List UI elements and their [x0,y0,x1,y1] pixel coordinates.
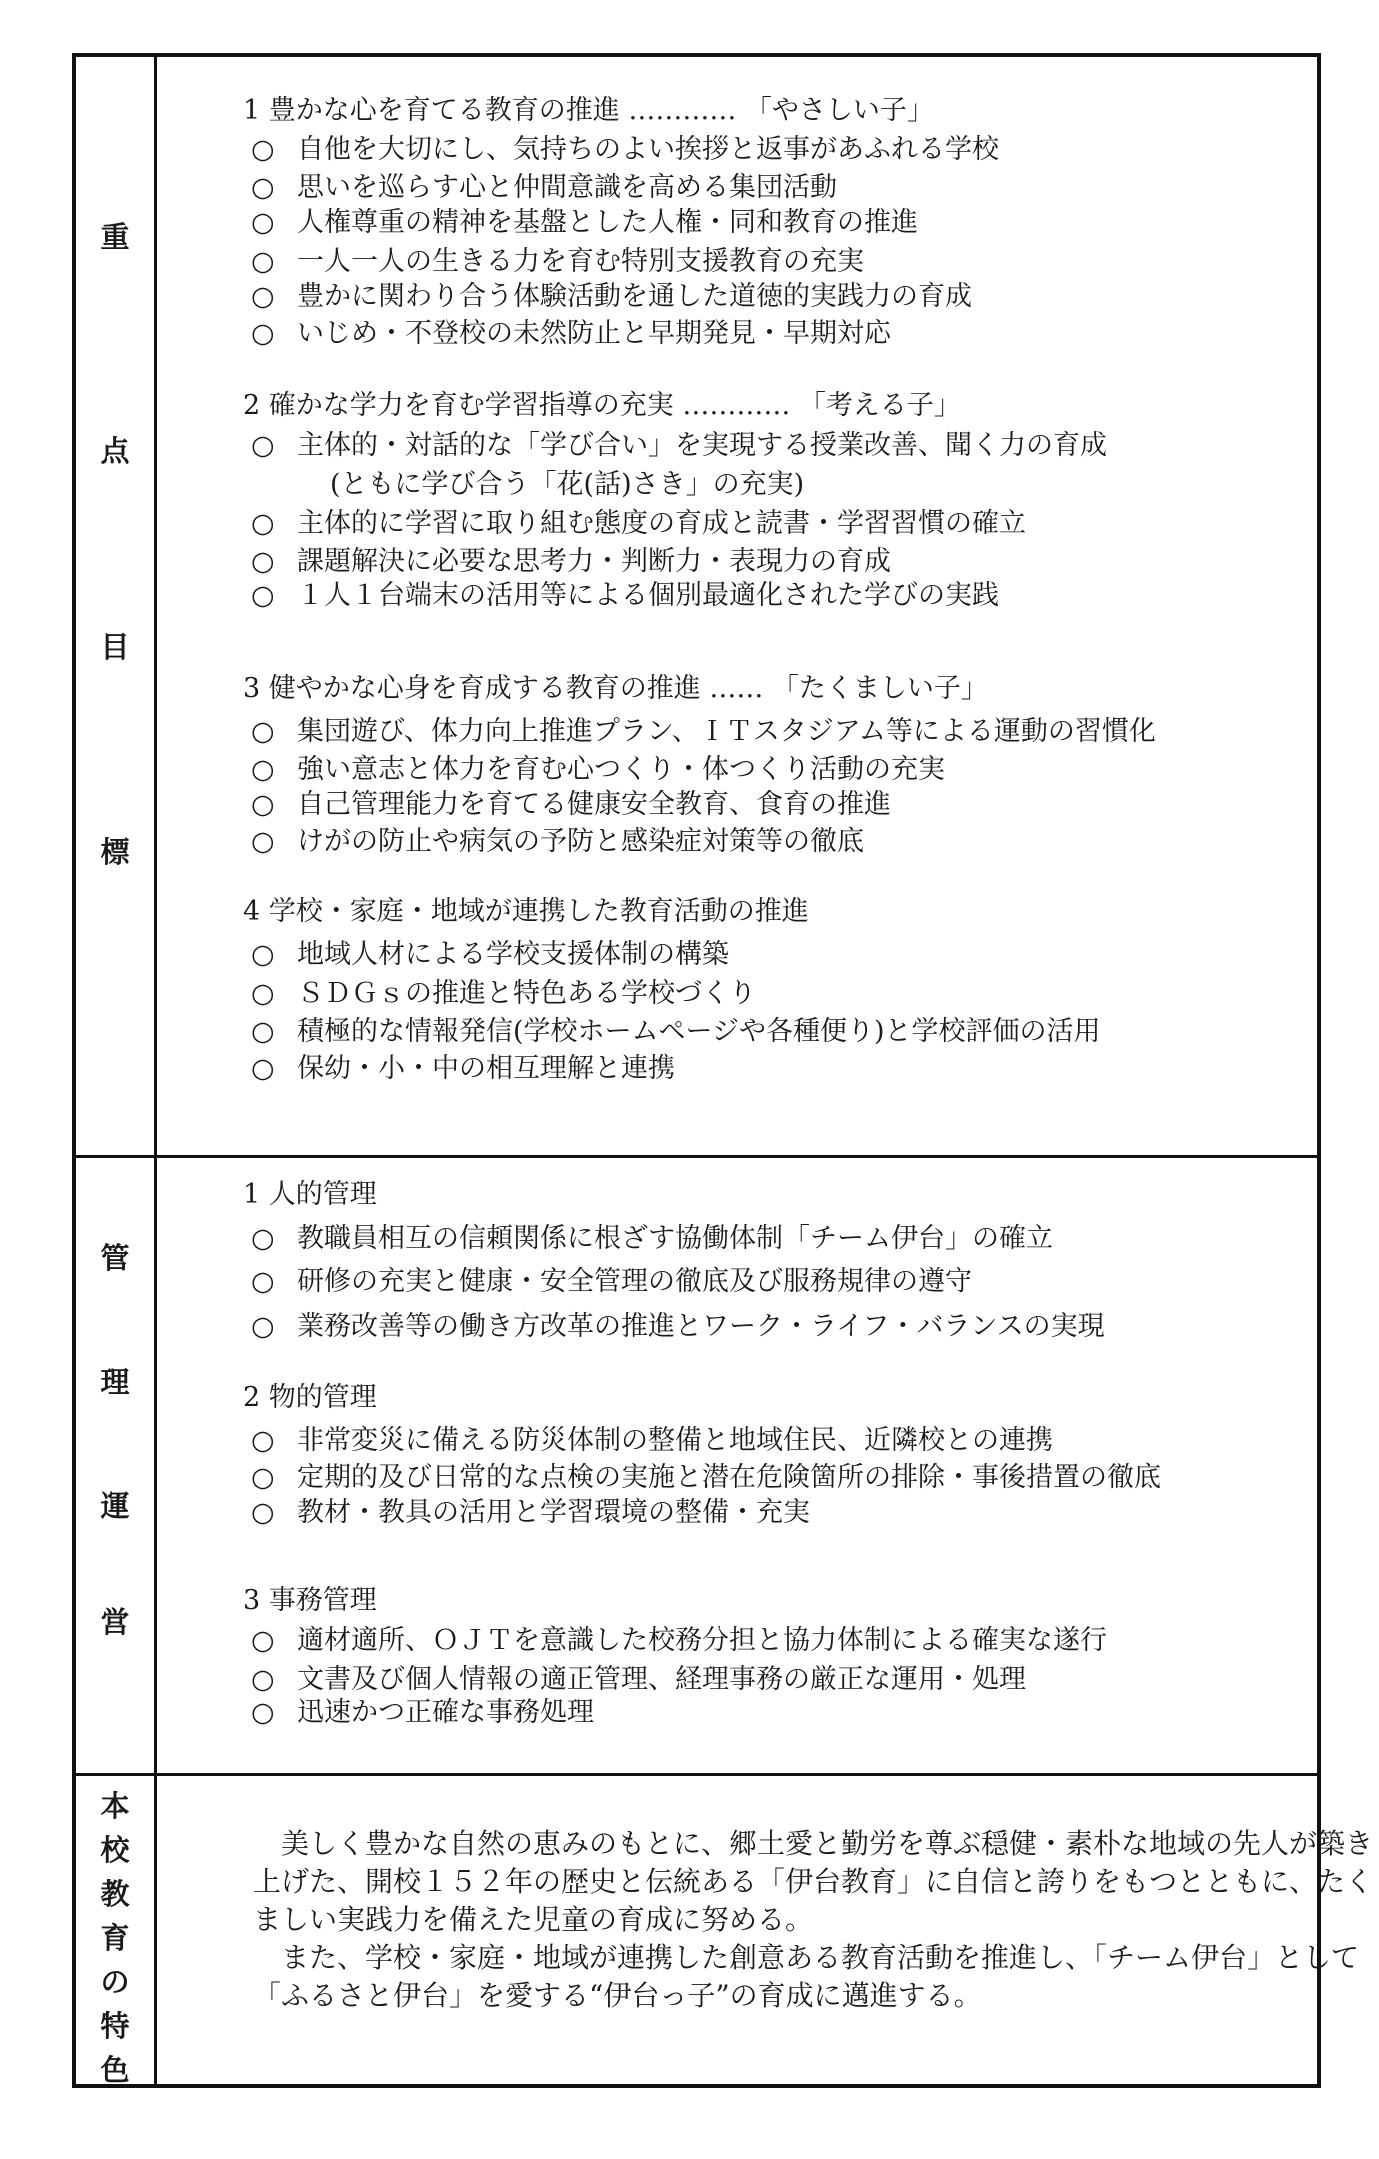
circle-bullet-icon: ○ [251,978,275,1009]
management-item [251,1496,810,1530]
goal-item [251,545,891,579]
goal-item-text: 人権尊重の精神を基盤とした人権・同和教育の推進 [297,207,918,238]
goal-item-text: 積極的な情報発信(学校ホームページや各種便り)と学校評価の活用 [297,1016,1101,1047]
management-group-heading: 3 事務管理 [243,1585,377,1616]
management-item [251,1265,972,1299]
circle-bullet-icon: ○ [251,716,275,747]
goal-item [251,938,729,972]
goals-label-char: 重 [100,220,130,254]
goal-item-text: 課題解決に必要な思考力・判断力・表現力の育成 [297,546,891,577]
goal-item [251,715,1156,749]
management-item-text: 適材適所、ＯＪＴを意識した校務分担と協力体制による確実な遂行 [297,1625,1107,1656]
management-group-heading: 1 人的管理 [243,1179,377,1210]
circle-bullet-icon: ○ [251,246,275,277]
circle-bullet-icon: ○ [251,1625,275,1656]
goal-item [251,825,864,859]
management-item-text: 教職員相互の信頼関係に根ざす協働体制「チーム伊台」の確立 [297,1223,1053,1254]
circle-bullet-icon: ○ [251,1016,275,1047]
goal-item-text: 一人一人の生きる力を育む特別支援教育の充実 [297,246,864,277]
management-label-char: 運 [100,1489,130,1523]
circle-bullet-icon: ○ [251,281,275,312]
goal-item-text: けがの防止や病気の予防と感染症対策等の徹底 [297,826,864,857]
management-item [251,1461,1161,1495]
goal-item [251,579,999,613]
features-label-char: の [100,1965,130,1999]
circle-bullet-icon: ○ [251,508,275,539]
goal-item-text: 集団遊び、体力向上推進プラン、ＩＴスタジアム等による運動の習慣化 [297,716,1156,747]
goals-label-char: 目 [100,630,130,664]
goal-item [251,245,864,279]
features-label-char: 特 [100,2009,130,2043]
management-item-text: 教材・教具の活用と学習環境の整備・充実 [297,1497,810,1528]
management-item-text: 文書及び個人情報の適正管理、経理事務の厳正な運用・処理 [297,1664,1026,1695]
goal-item [251,171,837,205]
goal-item-text: 豊かに関わり合う体験活動を通した道徳的実践力の育成 [297,281,972,312]
features-content-cell [157,1776,1374,2084]
circle-bullet-icon: ○ [251,939,275,970]
goal-group-heading: 1 豊かな心を育てる教育の推進 ………… 「やさしい子」 [243,95,934,126]
management-item [251,1624,1107,1658]
goal-item-continuation: (ともに学び合う「花(話)さき」の充実) [330,469,805,500]
school-plan-table [72,53,1374,2088]
circle-bullet-icon: ○ [251,546,275,577]
management-group-heading: 2 物的管理 [243,1382,377,1413]
goal-item [251,753,945,787]
goal-item-text: 地域人材による学校支援体制の構築 [297,939,729,970]
goal-item-text: １人１台端末の活用等による個別最適化された学びの実践 [297,580,999,611]
circle-bullet-icon: ○ [251,1462,275,1493]
goals-label-char: 標 [100,835,130,869]
goal-item-text: 主体的に学習に取り組む態度の育成と読書・学習習慣の確立 [297,508,1026,539]
management-item-text: 迅速かつ正確な事務処理 [297,1697,594,1728]
management-item [251,1424,1053,1458]
features-paragraph: また、学校・家庭・地域が連携した創意ある教育活動を推進し、「チーム伊台」として「ふるさと伊台」を愛する“伊台っ子”の育成に邁進する。 [253,1941,1360,2012]
circle-bullet-icon: ○ [251,1425,275,1456]
circle-bullet-icon: ○ [251,826,275,857]
goals-content-cell [157,57,1317,1155]
goal-item [251,507,1026,541]
goal-item-text: 自他を大切にし、気持ちのよい挨拶と返事があふれる学校 [297,134,999,165]
circle-bullet-icon: ○ [251,1697,275,1728]
goal-item [251,1015,1101,1049]
goal-item [251,133,999,167]
management-item-text: 定期的及び日常的な点検の実施と潜在危険箇所の排除・事後措置の徹底 [297,1462,1161,1493]
circle-bullet-icon: ○ [251,207,275,238]
goal-item-text: 思いを巡らす心と仲間意識を高める集団活動 [297,172,837,203]
management-item [251,1663,1026,1697]
goal-group-heading: 4 学校・家庭・地域が連携した教育活動の推進 [243,896,809,927]
circle-bullet-icon: ○ [251,318,275,349]
management-content-cell [157,1158,1317,1773]
circle-bullet-icon: ○ [251,430,275,461]
goal-item [251,280,972,314]
features-label-char: 本 [100,1789,130,1823]
features-label-char: 校 [100,1833,130,1867]
features-label-char: 色 [100,2053,130,2087]
management-label-char: 理 [100,1365,130,1399]
features-label-char: 教 [100,1877,130,1911]
features-label [76,1784,154,2092]
management-item [251,1310,1105,1344]
circle-bullet-icon: ○ [251,1266,275,1297]
circle-bullet-icon: ○ [251,1223,275,1254]
goal-item [251,317,891,351]
goal-item-text: 強い意志と体力を育む心つくり・体つくり活動の充実 [297,754,945,785]
circle-bullet-icon: ○ [251,789,275,820]
goal-item-text: 自己管理能力を育てる健康安全教育、食育の推進 [297,789,891,820]
features-row [76,1773,1374,2087]
goal-item [251,1052,675,1086]
management-label-char: 営 [100,1605,130,1639]
management-item-text: 非常変災に備える防災体制の整備と地域住民、近隣校との連携 [297,1425,1053,1456]
circle-bullet-icon: ○ [251,1311,275,1342]
management-label-cell [76,1158,157,1773]
goal-item-text: ＳＤＧｓの推進と特色ある学校づくり [297,978,756,1009]
management-item [251,1222,1053,1256]
goal-item-text: 主体的・対話的な「学び合い」を実現する授業改善、聞く力の育成 [297,430,1107,461]
goals-label-cell [76,57,157,1155]
goal-item-text: いじめ・不登校の未然防止と早期発見・早期対応 [297,318,891,349]
circle-bullet-icon: ○ [251,754,275,785]
features-label-cell [76,1776,157,2087]
management-item [251,1696,594,1730]
circle-bullet-icon: ○ [251,1497,275,1528]
circle-bullet-icon: ○ [251,580,275,611]
circle-bullet-icon: ○ [251,1664,275,1695]
goal-group-heading: 2 確かな学力を育む学習指導の充実 ………… 「考える子」 [243,390,961,421]
goal-group-heading: 3 健やかな心身を育成する教育の推進 …… 「たくましい子」 [243,673,988,704]
management-item-text: 研修の充実と健康・安全管理の徹底及び服務規律の遵守 [297,1266,972,1297]
goal-item [251,429,1107,463]
goal-item-text: 保幼・小・中の相互理解と連携 [297,1053,675,1084]
circle-bullet-icon: ○ [251,134,275,165]
goals-label-char: 点 [100,434,130,468]
goal-item [251,977,756,1011]
management-row [76,1155,1317,1773]
goals-row [76,57,1317,1155]
features-paragraph: 美しく豊かな自然の恵みのもとに、郷土愛と勤労を尊ぶ穏健・素朴な地域の先人が築き上げた、開校１５２年の歴史と伝統ある「伊台教育」に自信と誇りをもつとともに、たくましい実践力を備えた児童の育成に努める。 [253,1827,1374,1936]
goal-item [251,788,891,822]
circle-bullet-icon: ○ [251,172,275,203]
management-item-text: 業務改善等の働き方改革の推進とワーク・ライフ・バランスの実現 [297,1311,1105,1342]
goal-item [251,206,918,240]
features-label-char: 育 [100,1921,130,1955]
circle-bullet-icon: ○ [251,1053,275,1084]
management-label-char: 管 [100,1241,130,1275]
